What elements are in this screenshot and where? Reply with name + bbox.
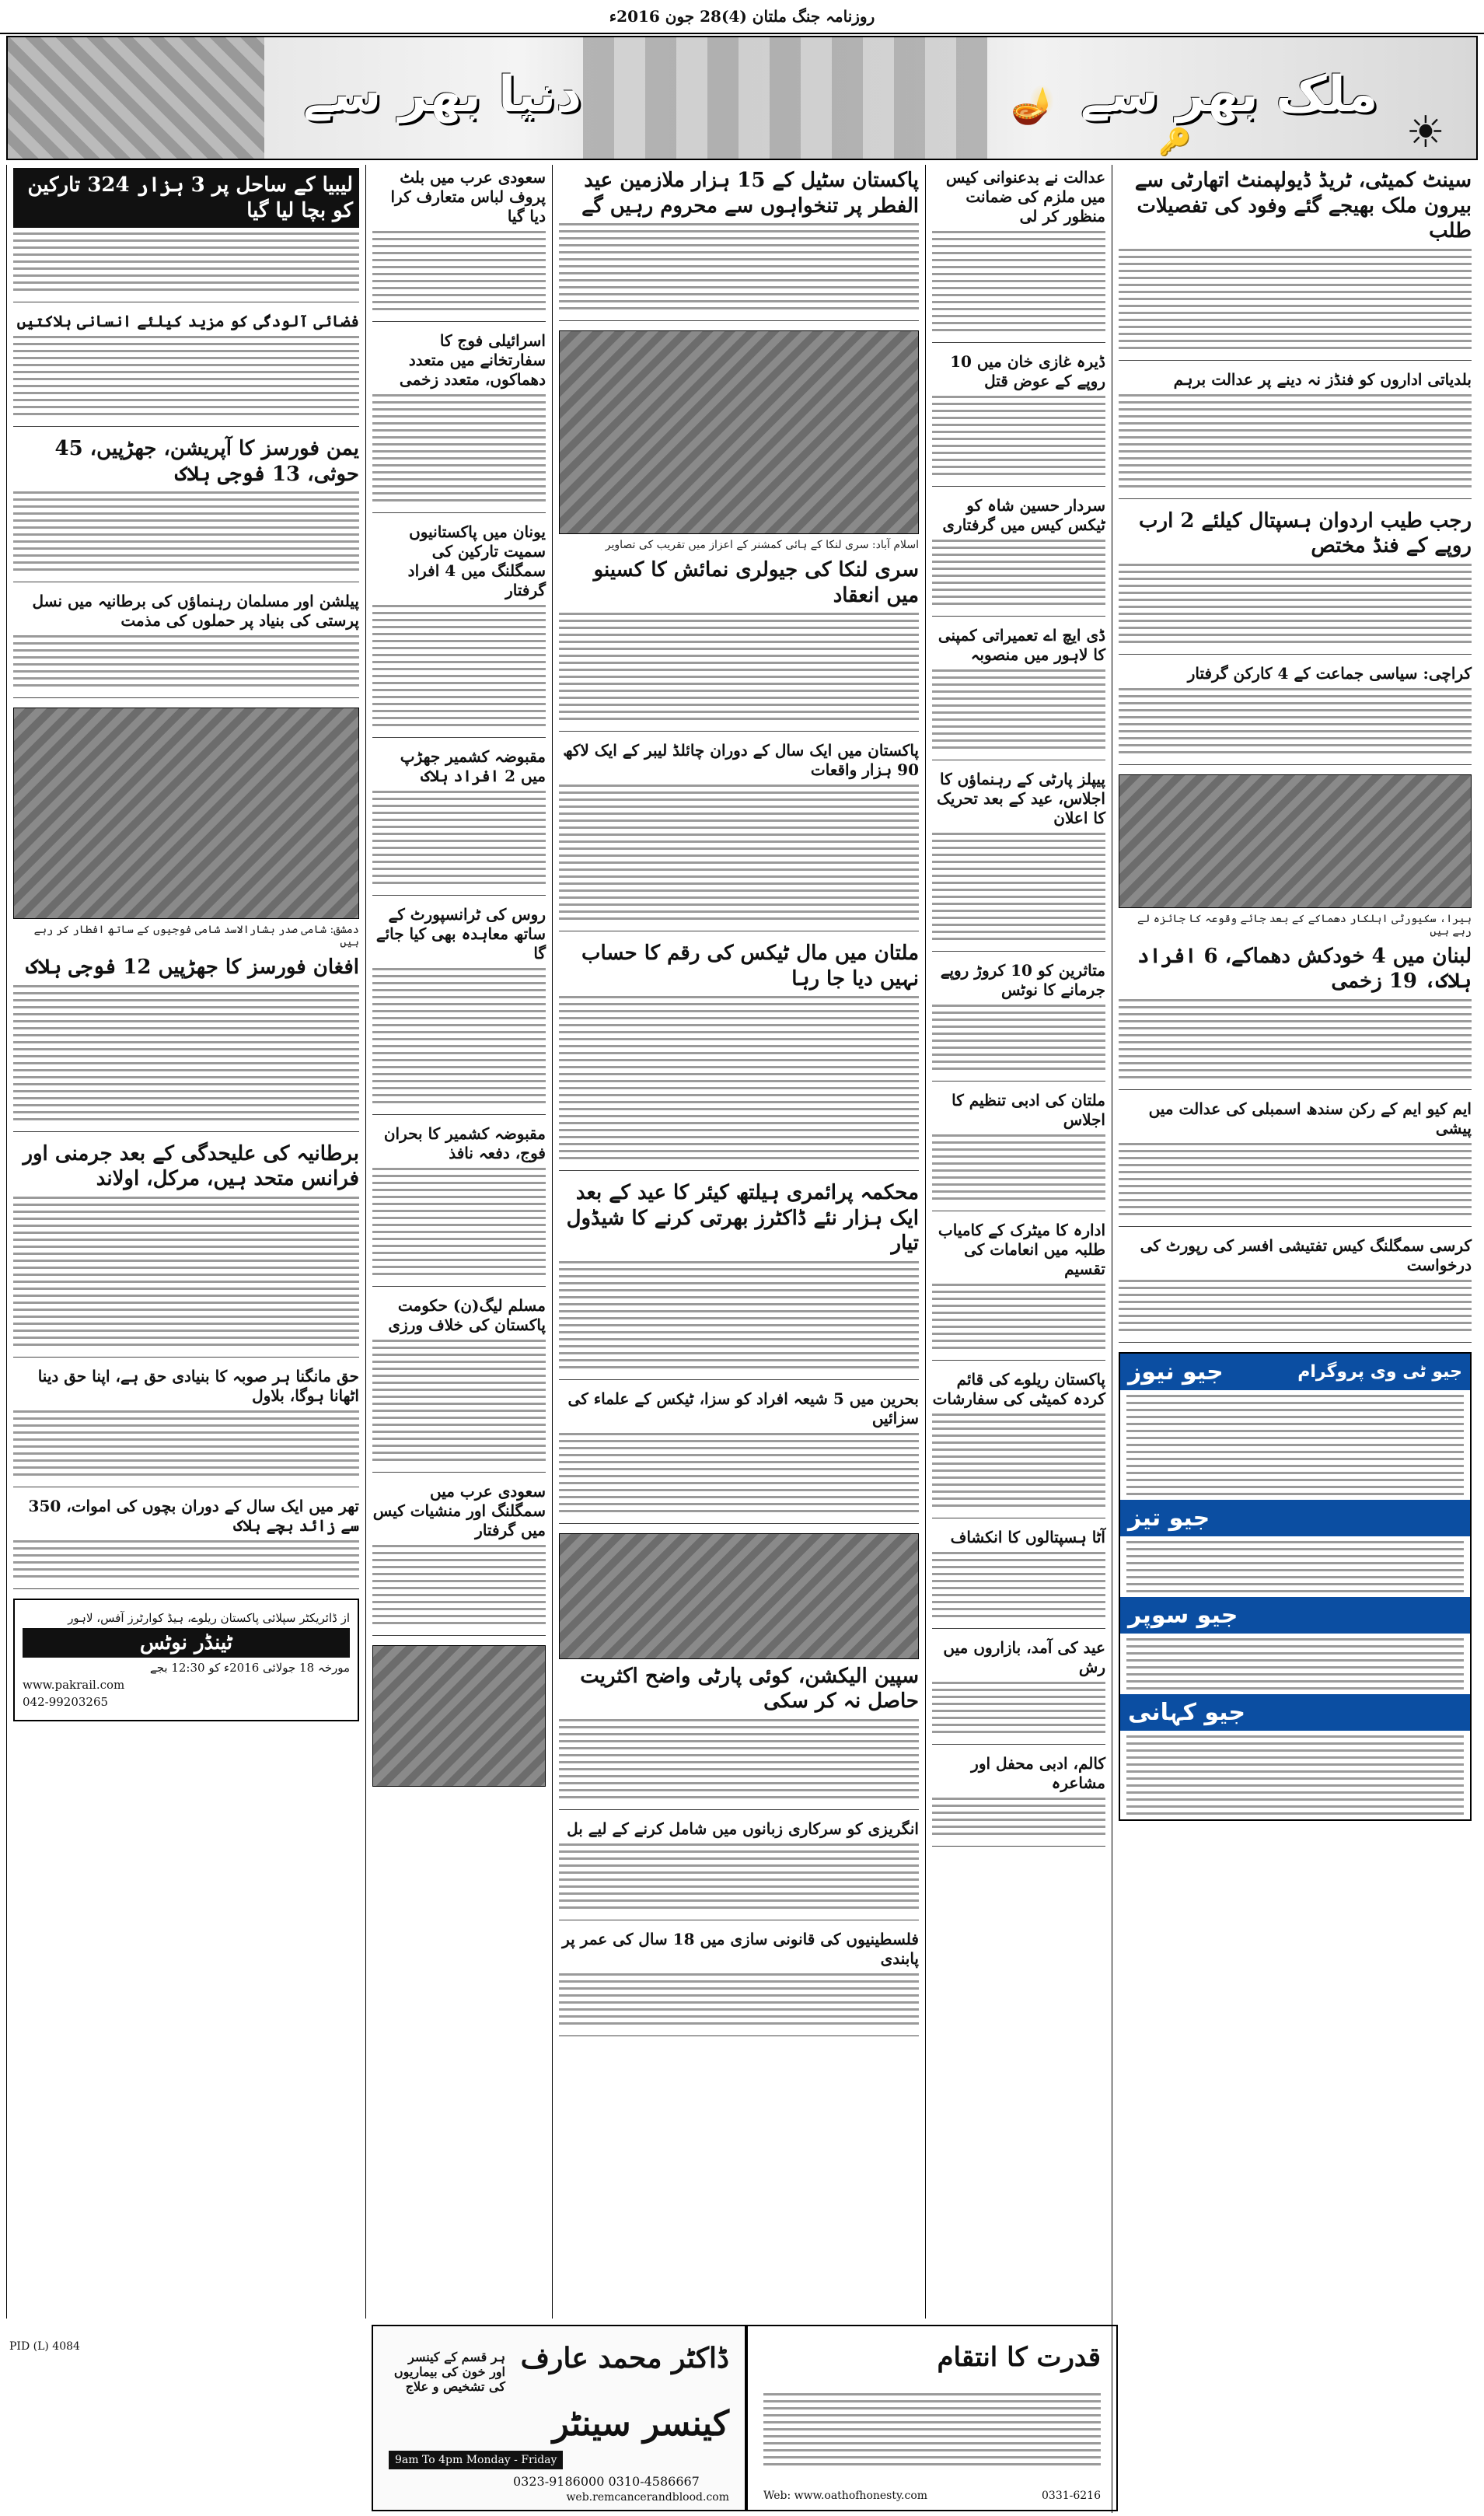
body-text xyxy=(932,1552,1105,1617)
headline: لبنان میں 4 خودکش دھماکے، 6 افراد ہلاک، 19 زخمی xyxy=(1137,944,1472,993)
headline: برطانیہ کی علیحدگی کے بعد جرمنی اور فرانس متحد ہیں، مرکل، اولاند xyxy=(23,1141,359,1190)
story xyxy=(1119,168,1472,361)
ad-tagline: ہر قسم کے کینسر اور خون کی بیماریوں کی تشخیص و علاج xyxy=(393,2350,505,2394)
geo-tez-logo: جیو تیز xyxy=(1128,1504,1210,1532)
headline: مقبوضہ کشمیر کا بحران فوج، دفعہ نافذ xyxy=(383,1124,546,1162)
headline: پاکستان میں ایک سال کے دوران چائلڈ لیبر کے ایک لاکھ 90 ہزار واقعات xyxy=(563,741,919,779)
headline: عید کی آمد، بازاروں میں رش xyxy=(943,1638,1105,1676)
story xyxy=(372,1124,546,1287)
headline: سعودی عرب میں بلٹ پروف لباس متعارف کرا دیا گیا xyxy=(390,168,546,225)
story xyxy=(372,331,546,513)
body-text xyxy=(13,985,359,1120)
photo-collage-left xyxy=(8,37,264,159)
tv-listing xyxy=(1120,1541,1470,1592)
photo-caption: دمشق: شامی صدر بشارالاسد شامی فوجیوں کے ساتھ افطار کر رہے ہیں xyxy=(33,924,359,949)
ad-body xyxy=(763,2388,1101,2470)
tv-header xyxy=(1120,1354,1470,1390)
tv-listing xyxy=(1120,1395,1470,1495)
column-1 xyxy=(6,165,365,2319)
body-text xyxy=(372,1168,546,1275)
column-2 xyxy=(365,165,552,2319)
body-text xyxy=(559,223,919,309)
doctor-name: ڈاکٹر محمد عارف xyxy=(520,2342,729,2374)
headline: پیلشن اور مسلمان رہنماؤں کی برطانیہ میں نسل پرستی کی بنیاد پر حملوں کی مذمت xyxy=(32,592,359,630)
body-text xyxy=(1119,394,1472,487)
ad-title: قدرت کا انتقام xyxy=(937,2342,1101,2373)
headline: آٹا ہسپتالوں کا انکشاف xyxy=(950,1528,1105,1546)
tv-header xyxy=(1120,1694,1470,1731)
story xyxy=(13,168,359,302)
tv-listing xyxy=(1120,1735,1470,1815)
story xyxy=(932,1370,1105,1518)
body-text xyxy=(372,605,546,726)
story xyxy=(1119,1099,1472,1227)
story xyxy=(1119,1236,1472,1343)
story xyxy=(932,352,1105,487)
story xyxy=(932,168,1105,343)
story xyxy=(372,1296,546,1473)
body-text xyxy=(372,231,546,310)
tv-header xyxy=(1120,1500,1470,1536)
story xyxy=(932,1754,1105,1847)
geo-news-logo: جیو نیوز xyxy=(1128,1358,1224,1386)
body-text xyxy=(932,833,1105,940)
body-text xyxy=(13,1540,359,1578)
oath-of-honesty-ad[interactable] xyxy=(746,2325,1118,2511)
body-text xyxy=(372,791,546,884)
headline: حق مانگنا ہر صوبہ کا بنیادی حق ہے، اپنا حق دینا اٹھانا ہوگا، بلاول xyxy=(37,1366,359,1405)
headline: فلسطینیوں کی قانونی سازی میں 18 سال کی عمر پر پابندی xyxy=(562,1929,919,1968)
body-text xyxy=(559,613,919,720)
story xyxy=(13,1497,359,1589)
headline: تھر میں ایک سال کے دوران بچوں کی اموات، 350 سے زائد بچے ہلاک xyxy=(28,1496,359,1535)
geo-super-logo: جیو سوپر xyxy=(1128,1601,1238,1629)
headline: سری لنکا کی جیولری نمائش کا کسینو میں انعقاد xyxy=(593,558,919,607)
body-text xyxy=(559,1843,919,1909)
story xyxy=(13,1141,359,1358)
body-text xyxy=(13,232,359,291)
masthead-banner xyxy=(6,36,1478,160)
body-text xyxy=(932,1284,1105,1349)
story xyxy=(932,496,1105,617)
body-text xyxy=(372,968,546,1103)
story xyxy=(372,1482,546,1636)
ad-phone: 0331-6216 xyxy=(1042,2490,1101,2502)
body-text xyxy=(372,1340,546,1461)
body-text xyxy=(932,1134,1105,1200)
lamp-icon: 🪔 xyxy=(1011,84,1056,126)
story xyxy=(559,741,919,931)
body-text xyxy=(1119,564,1472,643)
body-text xyxy=(932,669,1105,749)
car-photo xyxy=(372,1645,546,1787)
body-text xyxy=(932,1798,1105,1835)
body-text xyxy=(13,1197,359,1346)
body-text xyxy=(372,1545,546,1624)
body-text xyxy=(1119,1280,1472,1331)
body-text xyxy=(559,1719,919,1798)
column-4 xyxy=(925,165,1112,2319)
headline: رجب طیب اردوان ہسپتال کیلئے 2 ارب روپے کے فنڈ مختص xyxy=(1139,508,1472,557)
headline: پاکستان ریلوے کی قائم کردہ کمیٹی کی سفارشات xyxy=(932,1370,1105,1408)
country-news-title: ملک بھر سے xyxy=(1081,66,1378,124)
story xyxy=(559,1664,919,1810)
geo-kahani-logo: جیو کہانی xyxy=(1128,1698,1246,1726)
headline: سینٹ کمیٹی، ٹریڈ ڈیولپمنٹ اتھارٹی سے بیرون ملک بھیجے گئے وفود کی تفصیلات طلب xyxy=(1134,169,1472,243)
tender-title: ٹینڈر نوٹس xyxy=(23,1628,350,1658)
body-text xyxy=(559,785,919,920)
body-text xyxy=(13,491,359,571)
headline: ایم کیو ایم کے رکن سندھ اسمبلی کی عدالت میں پیشی xyxy=(1148,1099,1472,1137)
headline: افغان فورسز کا جھڑپیں 12 فوجی ہلاک xyxy=(26,956,359,979)
story xyxy=(13,955,359,1132)
story xyxy=(932,1528,1105,1629)
ad-phone: 0323-9186000 0310-4586667 xyxy=(513,2474,700,2489)
headline: اسرائیلی فوج کا سفارتخانے میں متعدد دھماکوں، متعدد زخمی xyxy=(399,331,546,389)
headline: کالم، ادبی محفل اور مشاعرہ xyxy=(971,1754,1105,1792)
headline: پاکستان سٹیل کے 15 ہزار ملازمین عید الفطر پر تنخواہوں سے محروم رہیں گے xyxy=(581,169,919,218)
tender-phone: 042-99203265 xyxy=(23,1694,109,1709)
key-icon: 🔑 xyxy=(1158,127,1192,158)
body-text xyxy=(1119,999,1472,1078)
column-3 xyxy=(552,165,925,2319)
story xyxy=(13,592,359,698)
body-text xyxy=(932,231,1105,331)
cancer-center-ad[interactable] xyxy=(372,2325,746,2511)
tender-organization: از ڈائریکٹر سپلائی پاکستان ریلوے، ہیڈ کوارٹرز آفس، لاہور xyxy=(68,1610,350,1625)
story xyxy=(559,1389,919,1524)
photo-caption: اسلام آباد: سری لنکا کے ہائی کمشنر کے اعزاز میں تقریب کی تصاویر xyxy=(605,539,919,551)
headline: بلدیاتی اداروں کو فنڈز نہ دینے پر عدالت برہم xyxy=(1173,369,1472,389)
dateline: روزنامہ جنگ ملتان (4)28 جون 2016ء xyxy=(0,0,1484,34)
story xyxy=(932,1091,1105,1211)
body-text xyxy=(1119,1143,1472,1215)
headline: سپین الیکشن، کوئی پارٹی واضح اکثریت حاصل نہ کر سکی xyxy=(580,1664,919,1713)
accident-photo xyxy=(559,1533,919,1659)
body-text xyxy=(1119,688,1472,753)
photo-caption: ہیرا، سکیورٹی اہلکار دھماکے کے بعد جائے وقوعہ کا جائزہ لے رہے ہیں xyxy=(1137,912,1472,938)
headline: سردار حسین شاہ کو ٹیکس کیس میں گرفتاری xyxy=(942,496,1105,534)
body-text xyxy=(372,394,546,501)
story xyxy=(372,747,546,896)
body-text xyxy=(559,1261,919,1368)
headline: کرسی سمگلنگ کیس تفتیشی افسر کی رپورٹ کی درخواست xyxy=(1140,1235,1472,1274)
headline: محکمہ پرائمری ہیلتھ کیئر کا عید کے بعد ایک ہزار نئے ڈاکٹرز بھرتی کرنے کا شیڈول تیار xyxy=(566,1181,919,1255)
tender-notice xyxy=(13,1599,359,1721)
headline: بحرین میں 5 شیعہ افراد کو سزا، ٹیکس کے علماء کی سزائیں xyxy=(567,1389,919,1427)
headline: کراچی: سیاسی جماعت کے 4 کارکن گرفتار xyxy=(1187,663,1472,683)
headline: ڈیرہ غازی خان میں 10 روپے کے عوض قتل xyxy=(950,352,1105,390)
story xyxy=(13,312,359,427)
body-text xyxy=(932,396,1105,475)
headline: مسلم لیگ(ن) حکومت پاکستان کی خلاف ورزی xyxy=(388,1296,546,1334)
story xyxy=(1119,664,1472,765)
headline: ڈی ایچ اے تعمیراتی کمپنی کا لاہور میں منصوبہ xyxy=(938,626,1105,664)
photo-collage-mid xyxy=(583,37,987,159)
story xyxy=(559,557,919,732)
story xyxy=(559,941,919,1171)
body-text xyxy=(559,996,919,1159)
story xyxy=(559,1819,919,1920)
story xyxy=(1119,370,1472,499)
story xyxy=(932,961,1105,1082)
body-text xyxy=(1119,249,1472,349)
headline: ادارہ کا میٹرک کے کامیاب طلبہ میں انعامات کی تقسیم xyxy=(938,1221,1105,1278)
tv-listing xyxy=(1120,1638,1470,1690)
story xyxy=(932,770,1105,952)
story xyxy=(932,1638,1105,1745)
headline: پیپلز پارٹی کے رہنماؤں کا اجلاس، عید کے بعد تحریک کا اعلان xyxy=(937,770,1105,827)
story xyxy=(372,905,546,1115)
ad-website[interactable]: Web: www.oathofhonesty.com xyxy=(763,2490,928,2502)
headline: مقبوضہ کشمیر جھڑپ میں 2 افراد ہلاک xyxy=(400,747,546,785)
story xyxy=(932,626,1105,760)
headline: عدالت نے بدعنوانی کیس میں ملزم کی ضمانت منظور کر لی xyxy=(945,168,1105,225)
story xyxy=(372,168,546,322)
body-text xyxy=(932,1005,1105,1070)
tv-schedule-title: جیو ٹی وی پروگرام xyxy=(1297,1361,1462,1382)
world-news-title: دنیا بھر سے xyxy=(303,66,582,124)
body-text xyxy=(13,635,359,687)
ad-website[interactable]: web.remcancerandblood.com xyxy=(566,2491,729,2504)
body-text xyxy=(13,336,359,415)
body-text xyxy=(932,1414,1105,1507)
body-text xyxy=(559,1973,919,2025)
sun-icon: ☀ xyxy=(1405,107,1445,158)
headline: فضائی آلودگی کو مزید کیلئے انسانی ہلاکتیں xyxy=(16,312,359,330)
story xyxy=(1119,944,1472,1090)
body-text xyxy=(559,1433,919,1512)
story xyxy=(932,1221,1105,1361)
news-photo xyxy=(13,708,359,919)
body-text xyxy=(13,1410,359,1476)
story xyxy=(559,168,919,321)
story xyxy=(13,436,359,582)
tv-schedule xyxy=(1119,1352,1472,1821)
headline: متاثرین کو 10 کروڑ روپے جرمانے کا نوٹس xyxy=(940,961,1105,999)
headline: یمن فورسز کا آپریشن، جھڑپیں، 45 حوثی، 13 فوجی ہلاک xyxy=(54,437,359,486)
headline: انگریزی کو سرکاری زبانوں میں شامل کرنے کے لیے بل xyxy=(567,1819,919,1838)
blast-site-photo xyxy=(1119,774,1472,908)
body-text xyxy=(932,540,1105,605)
headline: ملتان کی ادبی تنظیم کا اجلاس xyxy=(952,1091,1105,1129)
headline: ملتان میں مال ٹیکس کی رقم کا حساب نہیں دیا جا رہا xyxy=(581,942,919,991)
story xyxy=(13,1367,359,1487)
tv-header xyxy=(1120,1597,1470,1634)
ceremony-photo xyxy=(559,330,919,534)
story xyxy=(559,1930,919,2036)
headline: لیبیا کے ساحل پر 3 ہزار 324 تارکین کو بچا لیا گیا xyxy=(13,168,359,228)
cancer-center-title: کینسر سینٹر xyxy=(552,2404,729,2444)
headline: یونان میں پاکستانیوں سمیت تارکین کی سمگلنگ میں 4 افراد گرفتار xyxy=(407,522,546,599)
ad-hours: 9am To 4pm Monday - Friday xyxy=(389,2451,563,2469)
headline: سعودی عرب میں سمگلنگ اور منشیات کیس میں گرفتار xyxy=(372,1482,546,1539)
tender-website[interactable]: www.pakrail.com xyxy=(23,1677,125,1692)
headline: روس کی ٹرانسپورٹ کے ساتھ معاہدہ بھی کیا جائے گا xyxy=(375,905,546,963)
story xyxy=(559,1180,919,1380)
story xyxy=(1119,508,1472,655)
body-text xyxy=(932,1682,1105,1733)
tender-date: مورخہ 18 جولائی 2016ء کو 12:30 بجے xyxy=(149,1660,350,1675)
story xyxy=(372,522,546,738)
column-5 xyxy=(1112,165,1478,2513)
pid-code: PID (L) 4084 xyxy=(9,2340,80,2353)
